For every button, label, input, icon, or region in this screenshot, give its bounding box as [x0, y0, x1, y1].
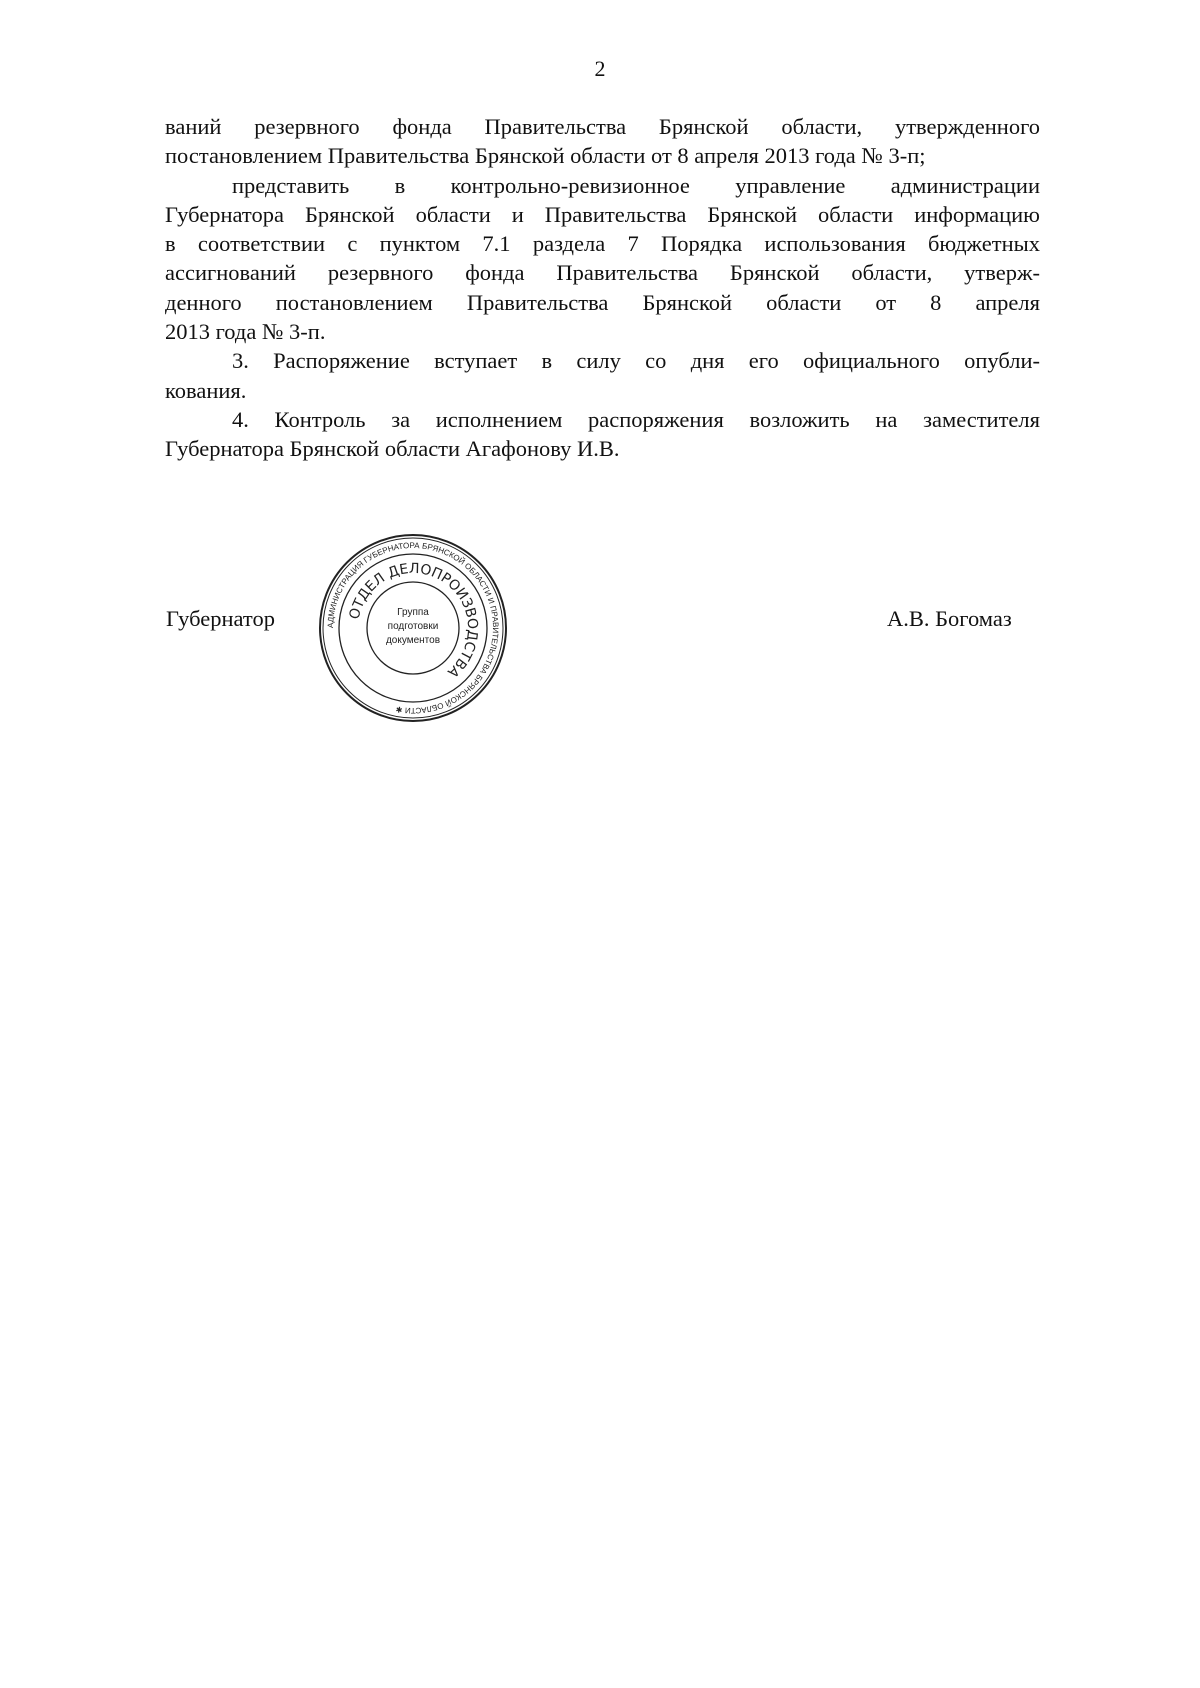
paragraph-line: 2013 года № 3-п. [165, 319, 326, 345]
paragraph-line: ассигнований резервного фонда Правительства Брянской области, утверж- [165, 260, 1040, 286]
paragraph-line: в соответствии с пунктом 7.1 раздела 7 Порядка использования бюджетных [165, 231, 1040, 257]
stamp-center-line: документов [385, 635, 441, 646]
paragraph-line: ваний резервного фонда Правительства Брянской области, утвержденного [165, 114, 1040, 139]
stamp-center-line: Группа [397, 607, 429, 618]
paragraph-line: Губернатора Брянской области Агафонову И.В. [165, 436, 620, 462]
paragraph-line: денного постановлением Правительства Брянской области от 8 апреля [165, 289, 1040, 315]
paragraph-line: представить в контрольно-ревизионное управление администрации [232, 172, 1040, 198]
signature-position: Губернатор [166, 606, 275, 631]
signature-name: А.В. Богомаз [887, 606, 1012, 631]
paragraph-line: 4. Контроль за исполнением распоряжения возложить на заместителя [232, 406, 1040, 432]
stamp-outer-text: АДМИНИСТРАЦИЯ ГУБЕРНАТОРА БРЯНСКОЙ ОБЛАСТИ И ПРАВИТЕЛЬСТВА БРЯНСКОЙ ОБЛАСТИ ✱ [325, 540, 501, 716]
page-number: 2 [594, 56, 606, 81]
official-stamp [318, 533, 508, 723]
paragraph-line: 3. Распоряжение вступает в силу со дня его официального опубли- [232, 348, 1040, 374]
document-body [165, 112, 1040, 464]
paragraph-line: постановлением Правительства Брянской области от 8 апреля 2013 года № 3-п; [165, 143, 926, 169]
paragraph-line: Губернатора Брянской области и Правительства Брянской области информацию [165, 201, 1040, 227]
stamp-center-line: подготовки [387, 621, 439, 632]
paragraph-line: кования. [165, 377, 247, 403]
stamp-ring-text: ОТДЕЛ ДЕЛОПРОИЗВОДСТВА [346, 560, 481, 681]
